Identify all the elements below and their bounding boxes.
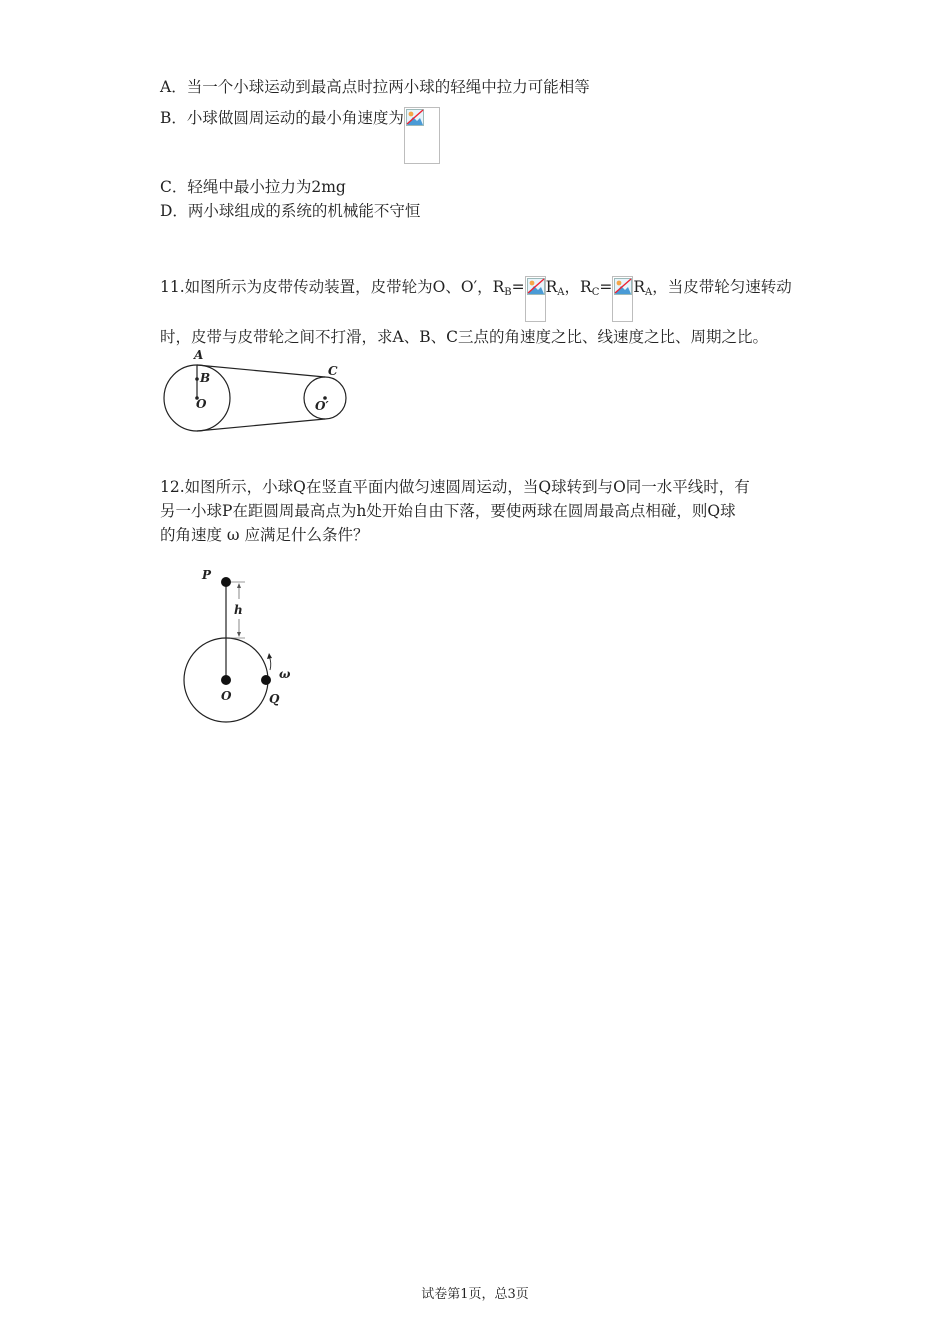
- center-o: [221, 675, 231, 685]
- circular-motion-figure: [175, 562, 305, 724]
- q11-ra-sub-1: A: [557, 287, 565, 298]
- broken-image-icon: [404, 107, 440, 164]
- broken-image-icon: [612, 276, 633, 322]
- label-b: B: [200, 371, 211, 385]
- ball-q: [261, 675, 271, 685]
- h-arrowhead-down: [237, 632, 241, 637]
- option-a: A．当一个小球运动到最高点时拉两小球的轻绳中拉力可能相等: [160, 78, 590, 96]
- label-omega: ω: [279, 667, 291, 681]
- option-b: [160, 107, 440, 167]
- q11-line1: [160, 276, 792, 322]
- q11-rb-sub: B: [504, 287, 512, 298]
- q11-rc-sub: C: [591, 287, 600, 298]
- q11-line2: 时，皮带与皮带轮之间不打滑，求A、B、C三点的角速度之比、线速度之比、周期之比。: [160, 328, 768, 346]
- label-o-prime: O′: [315, 399, 329, 413]
- q12-line1: 12.如图所示，小球Q在竖直平面内做匀速圆周运动，当Q球转到与O同一水平线时，有: [160, 478, 750, 496]
- point-b: [195, 377, 199, 381]
- belt-drive-figure: [158, 348, 358, 436]
- option-b-text: B．小球做圆周运动的最小角速度为: [160, 109, 404, 127]
- page-footer: 试卷第1页，总3页: [421, 1287, 529, 1302]
- ball-p: [221, 577, 231, 587]
- q11-text-prefix: 11.如图所示为皮带传动装置，皮带轮为O、O′，R: [160, 278, 505, 296]
- q11-eq2: =: [599, 278, 613, 296]
- q11-ra-sub-2: A: [645, 287, 653, 298]
- option-d: D．两小球组成的系统的机械能不守恒: [160, 202, 421, 220]
- label-p: P: [202, 568, 212, 582]
- q11-text-suffix: ，当皮带轮匀速转动: [652, 278, 792, 296]
- q12-line2: 另一小球P在距圆周最高点为h处开始自由下落，要使两球在圆周最高点相碰，则Q球: [160, 502, 736, 520]
- omega-arrowhead: [267, 653, 272, 659]
- q11-ra-2: R: [633, 278, 646, 296]
- label-h: h: [234, 603, 243, 617]
- label-q: Q: [269, 692, 280, 706]
- label-o: O: [196, 397, 207, 411]
- q12-line3: 的角速度 ω 应满足什么条件？: [160, 526, 369, 544]
- label-o: O: [221, 689, 232, 703]
- q11-eq1: =: [511, 278, 525, 296]
- q11-rc-text: ，R: [564, 278, 592, 296]
- option-c: C．轻绳中最小拉力为2mg: [160, 178, 346, 196]
- label-c: C: [328, 364, 338, 378]
- label-a: A: [194, 348, 204, 362]
- q11-ra-1: R: [545, 278, 558, 296]
- h-arrowhead-up: [237, 583, 241, 588]
- broken-image-icon: [525, 276, 546, 322]
